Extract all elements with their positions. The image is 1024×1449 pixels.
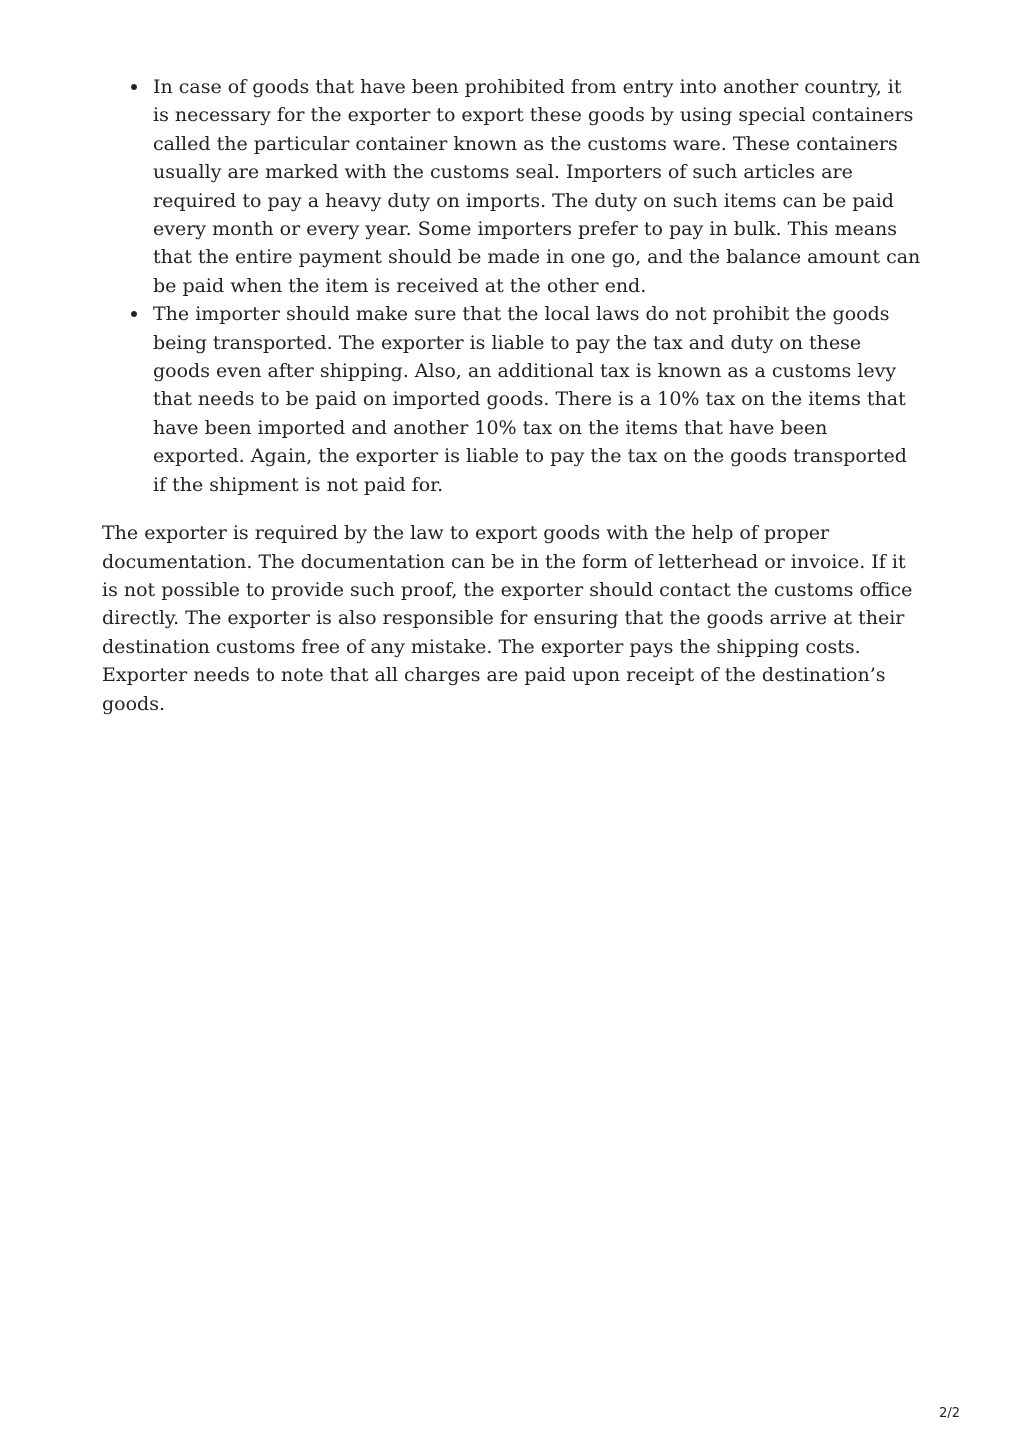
bullet-list (102, 73, 922, 499)
bullet-dot-icon (131, 84, 137, 90)
bullet-text: In case of goods that have been prohibited from entry into another country, it is necessary for the exporter to export these goods by using special containers called the particular container known as the customs ware. These containers usually are marked with the customs seal. Importers of such articles are required to pay a heavy duty on imports. The duty on such items can be paid every month or every year. Some importers prefer to pay in bulk. This means that the entire payment should be made in one go, and the balance amount can be paid when the item is received at the other end. (153, 76, 921, 297)
body-paragraph: The exporter is required by the law to export goods with the help of proper documentation. The documentation can be in the form of letterhead or invoice. If it is not possible to provide such proof, the exporter should contact the customs office directly. The exporter is also responsible for ensuring that the goods arrive at their destination customs free of any mistake. The exporter pays the shipping costs. Exporter needs to note that all charges are paid upon receipt of the destination’s goods. (102, 522, 913, 715)
bullet-item (153, 73, 922, 300)
bullet-text: The importer should make sure that the local laws do not prohibit the goods being transported. The exporter is liable to pay the tax and duty on these goods even after shipping. Also, an additional tax is known as a customs levy that needs to be paid on imported goods. There is a 10% tax on the items that have been imported and another 10% tax on the items that have been exported. Again, the exporter is liable to pay the tax on the goods transported if the shipment is not paid for. (153, 303, 907, 496)
bullet-item (153, 300, 922, 499)
bullet-dot-icon (131, 311, 137, 317)
page-number: 2/2 (939, 1406, 960, 1421)
document-body (102, 73, 922, 718)
